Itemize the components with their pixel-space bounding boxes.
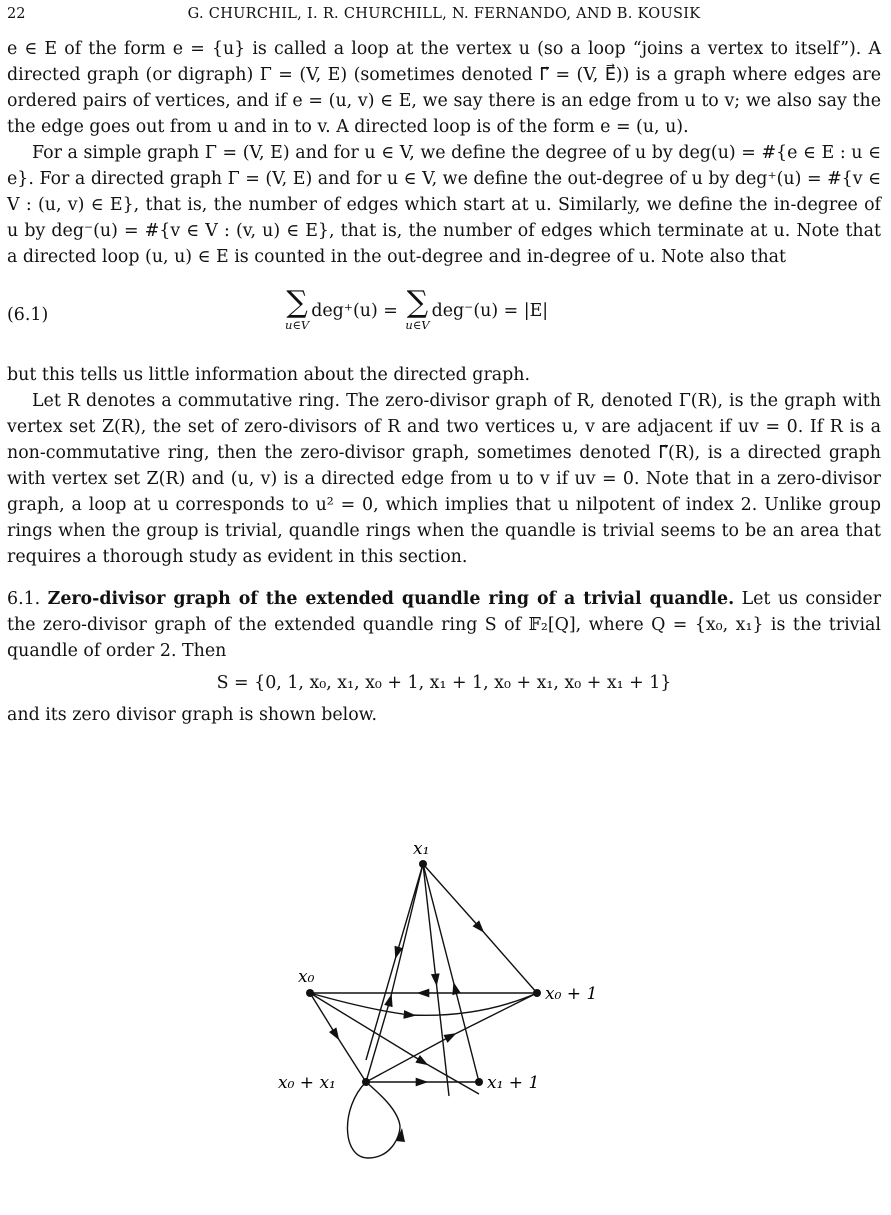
paragraph-loop-digraph: e ∈ E of the form e = {u} is called a loop at the vertex u (so a loop “joins a vertex to itself”). A directed graph (or digraph) Γ = (V, E) (sometimes denoted Γ⃗ = (V, E⃗)) is a graph where edges are ordered pairs of vertices, and if e = (u, v) ∈ E, we say there is an edge from u to v; we also say the the edge goes out from u and in to v. A directed loop is of the form e = (u, u). [7,39,881,137]
label-x1p1: x₁ + 1 [487,1073,540,1093]
loop-x0x1 [347,1082,400,1158]
label-x1: x₁ [413,839,430,859]
running-title: G. CHURCHIL, I. R. CHURCHILL, N. FERNANDO, AND B. KOUSIK [187,6,701,22]
edge-x1p1-x1 [423,864,479,1082]
section-title: Zero-divisor graph of the extended quandle ring of a trivial quandle. [47,589,735,609]
vertex-x0p1 [533,989,541,997]
edge-x0x1-x0p1 [366,993,537,1082]
paragraph-graph-intro: and its zero divisor graph is shown below. [7,705,378,725]
edge-x0x1-x1 [366,864,423,1082]
vertex-x0 [306,989,314,997]
vertex-x0x1 [362,1078,370,1086]
section-number: 6.1. [7,589,41,609]
paragraph-degree: For a simple graph Γ = (V, E) and for u ∈ V, we define the degree of u by deg(u) = #{e ∈ E : u ∈ e}. For a directed graph Γ = (V, E) and for u ∈ V, we define the out-degree of u by deg⁺(u) = #{v ∈ V : (u, v) ∈ E}, that is, the number of edges which start at u. Similarly, we define the in-degree of u by deg⁻(u) = #{v ∈ V : (v, u) ∈ E}, that is, the number of edges which terminate at u. Note that a directed loop (u, u) ∈ E is counted in the out-degree and in-degree of u. Note also that [7,143,881,267]
vertex-x1 [419,860,427,868]
equation-expression [283,285,549,332]
equation-number: (6.1) [7,305,49,325]
edge-x1-x0x1 [366,864,423,1060]
loop-arrow [396,1128,405,1142]
edge-x0-x0x1 [310,993,366,1082]
page-number: 22 [7,6,26,22]
edge-x0-x0p1-curve [310,993,537,1015]
set-s-display: S = {0, 1, x₀, x₁, x₀ + 1, x₁ + 1, x₀ + x₁, x₀ + x₁ + 1} [216,673,672,693]
paragraph-remark: but this tells us little information about the directed graph. [7,365,530,385]
running-header [7,6,881,28]
label-x0p1: x₀ + 1 [545,984,598,1004]
sum-term-2: deg⁻(u) = |E| [431,301,549,321]
paragraph-zero-divisor: Let R denotes a commutative ring. The zero-divisor graph of R, denoted Γ(R), is the graph with vertex set Z(R), the set of zero-divisors of R and two vertices u, v are adjacent if uv = 0. If R is a non-commutative ring, then the zero-divisor graph, sometimes denoted Γ⃗(R), is a directed graph with vertex set Z(R) and (u, v) is a directed edge from u to v if uv = 0. Note that in a zero-divisor graph, a loop at u corresponds to u² = 0, which implies that u nilpotent of index 2. Unlike group rings when the group is trivial, quandle rings when the quandle is trivial seems to be an area that requires a thorough study as evident in this section. [7,391,881,567]
vertex-x1p1 [475,1078,483,1086]
body-text [7,36,881,728]
label-x0: x₀ [298,967,315,987]
sum-term-1: deg⁺(u) = [311,301,398,321]
sum-symbol-2: ∑ u∈V [405,285,430,332]
section-paragraph [7,586,881,664]
edge-x1-x1p1 [423,864,449,1096]
label-x0x1: x₀ + x₁ [278,1073,336,1093]
zero-divisor-graph [250,839,630,1210]
section-intro: Let us consider the zero-divisor graph of the extended quandle ring S of 𝔽₂[Q], where Q = {x₀, x₁} is the trivial quandle of order 2. Then [7,589,882,661]
equation-6-1 [7,284,881,362]
sum-symbol-1: ∑ u∈V [285,285,310,332]
